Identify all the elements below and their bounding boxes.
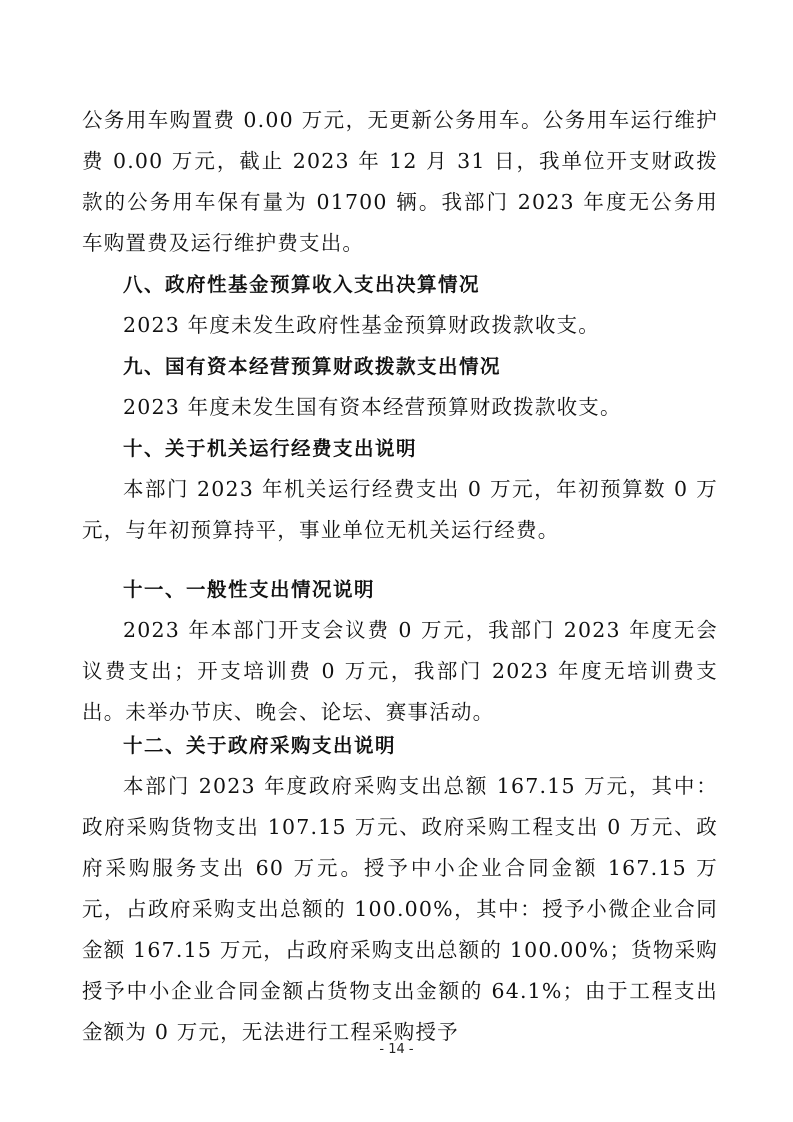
section-heading-government-fund: 八、政府性基金预算收入支出决算情况 [123,273,481,296]
paragraph-state-capital: 2023 年度未发生国有资本经营预算财政拨款收支。 [123,395,622,419]
paragraph-vehicle-expenses: 公务用车购置费 0.00 万元，无更新公务用车。公务用车运行维护费 0.00 万元，截止 2023 年 12 月 31 日，我单位开支财政拨款的公务用车保有量为 01700 辆。我部门 2023 年度无公务用车购置费及运行维护费支出。 [82,108,718,255]
section-heading-operating-expenses: 十、关于机关运行经费支出说明 [123,437,418,460]
section-heading-general-expenses: 十一、一般性支出情况说明 [123,578,376,601]
section-heading-procurement: 十二、关于政府采购支出说明 [123,734,397,757]
paragraph-general-expenses: 2023 年本部门开支会议费 0 万元，我部门 2023 年度无会议费支出；开支培训费 0 万元，我部门 2023 年度无培训费支出。未举办节庆、晚会、论坛、赛事活动。 [82,618,718,724]
paragraph-government-fund: 2023 年度未发生政府性基金预算财政拨款收支。 [123,313,600,337]
paragraph-procurement: 本部门 2023 年度政府采购支出总额 167.15 万元，其中：政府采购货物支出 107.15 万元、政府采购工程支出 0 万元、政府采购服务支出 60 万元。授予中小企业合同金额 167.15 万元，占政府采购支出总额的 100.00%，其中：授予小微企业合同金额 167.15 万元，占政府采购支出总额的 100.00%；货物采购授予中小企业合同金额占货物支出金额的 64.1%；由于工程支出金额为 0 万元，无法进行工程采购授予 [82,774,718,1044]
section-heading-state-capital: 九、国有资本经营预算财政拨款支出情况 [123,355,502,378]
paragraph-operating-expenses: 本部门 2023 年机关运行经费支出 0 万元，年初预算数 0 万元，与年初预算持平，事业单位无机关运行经费。 [82,477,718,542]
page-number: - 14 - [379,1042,414,1057]
